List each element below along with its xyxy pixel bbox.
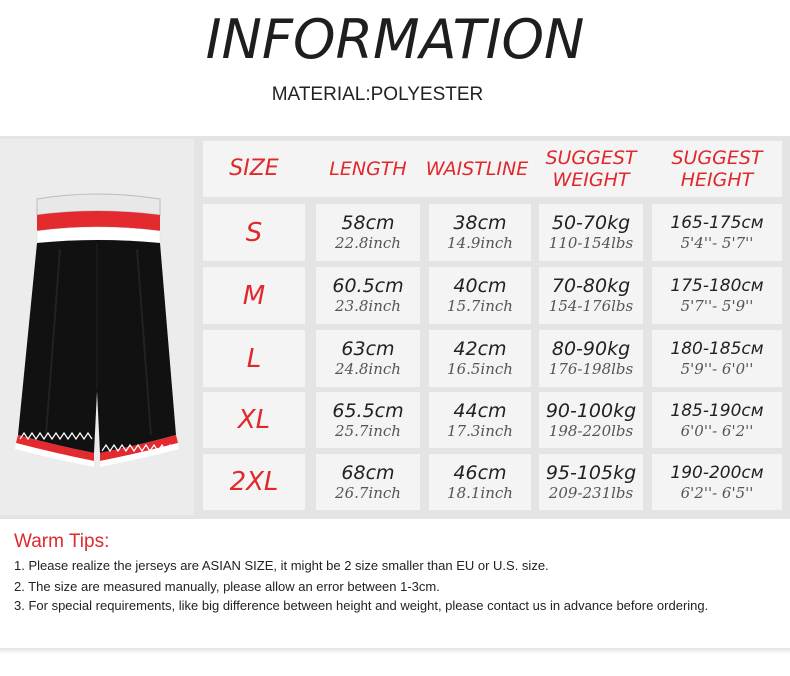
header-height-line2: HEIGHT: [680, 169, 754, 191]
length-inch: 23.8inch: [335, 297, 401, 315]
weight-kg: 70-80kg: [551, 275, 631, 297]
weight-lbs: 154-176lbs: [548, 297, 634, 315]
size-cell-2xl: 2XL: [203, 454, 305, 510]
warm-tips-title: Warm Tips:: [14, 531, 110, 552]
tip-item-2: 2. The size are measured manually, please allow an error between 1-3cm.: [14, 579, 440, 594]
waist-cell-xl: [429, 392, 531, 448]
weight-kg: 50-70kg: [551, 212, 631, 234]
weight-cell-xl: [539, 392, 643, 448]
header-weight-line2: WEIGHT: [552, 169, 630, 191]
size-cell-xl: XL: [203, 392, 305, 448]
waist-cm: 38cm: [453, 212, 507, 234]
waist-cell-s: [429, 204, 531, 261]
header-waistline-label: WAISTLINE: [425, 158, 529, 180]
waist-inch: 17.3inch: [447, 421, 513, 440]
header-length: [316, 141, 420, 197]
length-cm: 60.5cm: [332, 275, 404, 297]
height-cm: 185-190cм: [670, 400, 764, 421]
length-cm: 65.5cm: [332, 399, 404, 422]
height-cell-2xl: [652, 454, 782, 510]
weight-cell-m: [539, 267, 643, 324]
header-height-line1: SUGGEST: [671, 147, 763, 169]
page-title: INFORMATION: [205, 8, 585, 71]
waist-cell-l: [429, 330, 531, 387]
height-ft: 5'9''- 6'0'': [680, 360, 754, 378]
height-cm: 180-185cм: [670, 339, 764, 359]
length-cell-l: [316, 330, 420, 387]
weight-cell-s: [539, 204, 643, 261]
tip-item-1: 1. Please realize the jerseys are ASIAN SIZE, it might be 2 size smaller than EU or U.S. size.: [14, 558, 549, 573]
weight-cell-l: [539, 330, 643, 387]
length-inch: 25.7inch: [335, 421, 401, 440]
height-ft: 5'4''- 5'7'': [680, 234, 754, 252]
waist-inch: 15.7inch: [447, 297, 513, 315]
weight-kg: 90-100kg: [545, 399, 637, 422]
height-cm: 175-180cм: [670, 276, 764, 296]
header-height: [652, 141, 782, 197]
size-cell-m: M: [203, 267, 305, 324]
weight-lbs: 198-220lbs: [548, 421, 634, 440]
height-cell-s: [652, 204, 782, 261]
header-weight: [539, 141, 643, 197]
tip-item-3: 3. For special requirements, like big difference between height and weight, please contact us in advance before ordering.: [14, 598, 709, 613]
length-cell-xl: [316, 392, 420, 448]
basketball-shorts-icon: [0, 139, 194, 515]
waist-cell-2xl: [429, 454, 531, 510]
height-ft: 6'0''- 6'2'': [680, 421, 754, 440]
waist-cell-m: [429, 267, 531, 324]
header-size: [203, 141, 305, 197]
length-inch: 22.8inch: [335, 234, 401, 252]
length-cell-2xl: [316, 454, 420, 510]
length-cm: 63cm: [341, 338, 395, 360]
length-cell-s: [316, 204, 420, 261]
height-cm: 165-175cм: [670, 213, 764, 233]
header-weight-line1: SUGGEST: [545, 147, 637, 169]
length-cell-m: [316, 267, 420, 324]
height-cm: 190-200cм: [670, 462, 764, 483]
product-image: [0, 139, 194, 515]
weight-cell-2xl: [539, 454, 643, 510]
waist-cm: 44cm: [453, 399, 507, 422]
height-cell-m: [652, 267, 782, 324]
header-waistline: [422, 141, 532, 197]
weight-lbs: 209-231lbs: [548, 483, 634, 502]
size-cell-l: L: [203, 330, 305, 387]
height-cell-xl: [652, 392, 782, 448]
waist-inch: 14.9inch: [447, 234, 513, 252]
height-ft: 6'2''- 6'5'': [680, 483, 754, 502]
header-length-label: LENGTH: [329, 158, 407, 180]
weight-lbs: 110-154lbs: [548, 234, 634, 252]
weight-kg: 80-90kg: [551, 338, 631, 360]
waist-cm: 42cm: [453, 338, 507, 360]
waist-inch: 16.5inch: [447, 360, 513, 378]
waist-cm: 40cm: [453, 275, 507, 297]
height-cell-l: [652, 330, 782, 387]
weight-lbs: 176-198lbs: [548, 360, 634, 378]
length-cm: 68cm: [341, 461, 395, 484]
height-ft: 5'7''- 5'9'': [680, 297, 754, 315]
header-size-label: SIZE: [229, 156, 279, 181]
size-cell-s: S: [203, 204, 305, 261]
length-inch: 26.7inch: [335, 483, 401, 502]
waist-cm: 46cm: [453, 461, 507, 484]
material-label: MATERIAL:POLYESTER: [271, 84, 484, 105]
length-cm: 58cm: [341, 212, 395, 234]
length-inch: 24.8inch: [335, 360, 401, 378]
bottom-divider: [0, 648, 790, 654]
waist-inch: 18.1inch: [447, 483, 513, 502]
weight-kg: 95-105kg: [545, 461, 637, 484]
